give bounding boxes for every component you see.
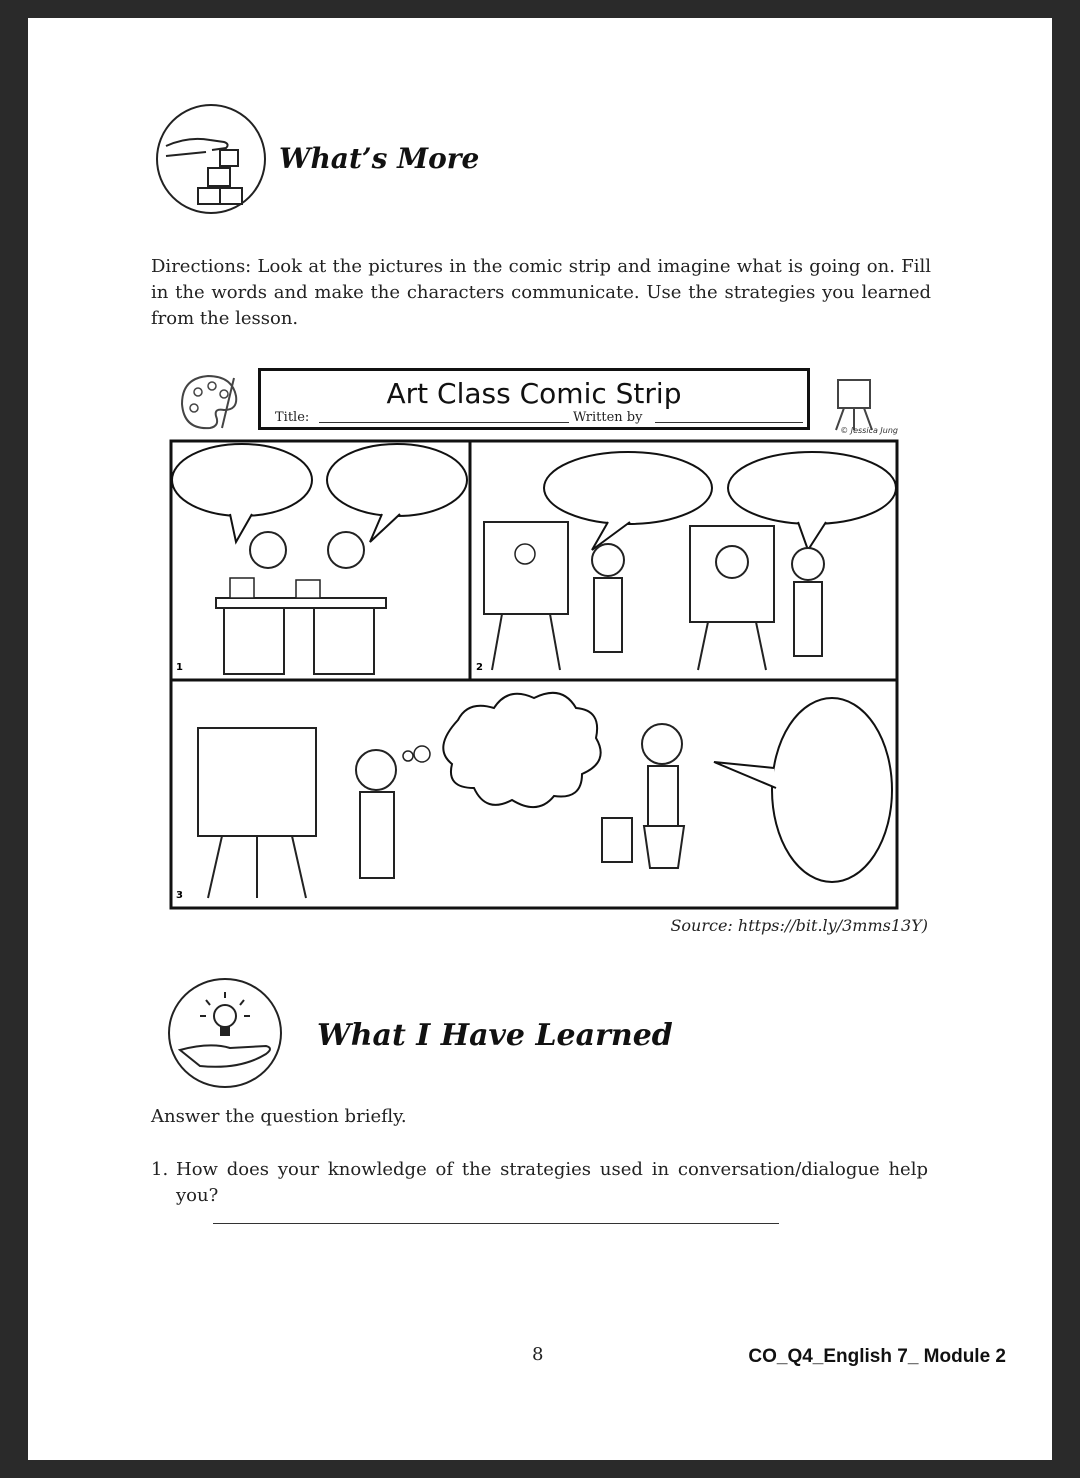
directions-paragraph: Directions: Look at the pictures in the comic strip and imagine what is going on. Fill in the words and make the characters communicate. Use the strategies you learned from the lesson. bbox=[151, 256, 931, 329]
question-number: 1. bbox=[151, 1159, 169, 1180]
palette-icon bbox=[174, 370, 250, 434]
comic-credit: © Jessica Jung bbox=[840, 426, 898, 435]
comic-strip bbox=[168, 366, 908, 916]
answer-line[interactable] bbox=[213, 1223, 779, 1224]
what-i-have-learned-heading: What I Have Learned bbox=[317, 1018, 673, 1053]
panel-number-2: 2 bbox=[476, 662, 483, 673]
written-by-line bbox=[655, 422, 803, 423]
written-by-label: Written by bbox=[573, 410, 643, 425]
panel-number-1: 1 bbox=[176, 662, 183, 673]
title-line bbox=[319, 422, 569, 423]
question-text: How does your knowledge of the strategies used in conversation/dialogue help you? bbox=[176, 1159, 928, 1206]
hand-stacking-blocks-icon bbox=[156, 104, 266, 214]
title-field-label: Title: bbox=[275, 410, 310, 425]
comic-source: Source: https://bit.ly/3mms13Y) bbox=[670, 916, 928, 935]
page-number: 8 bbox=[532, 1344, 544, 1365]
module-page bbox=[28, 18, 1052, 1460]
panel-number-3: 3 bbox=[176, 890, 183, 901]
easel-icon bbox=[828, 374, 884, 432]
comic-panels bbox=[168, 438, 908, 916]
whats-more-heading: What’s More bbox=[279, 142, 480, 175]
instruction-text: Answer the question briefly. bbox=[151, 1106, 407, 1127]
module-code: CO_Q4_English 7_ Module 2 bbox=[748, 1346, 1006, 1367]
comic-title: Art Class Comic Strip bbox=[386, 377, 682, 410]
lightbulb-in-hand-icon bbox=[168, 978, 282, 1088]
comic-title-box bbox=[258, 368, 810, 430]
